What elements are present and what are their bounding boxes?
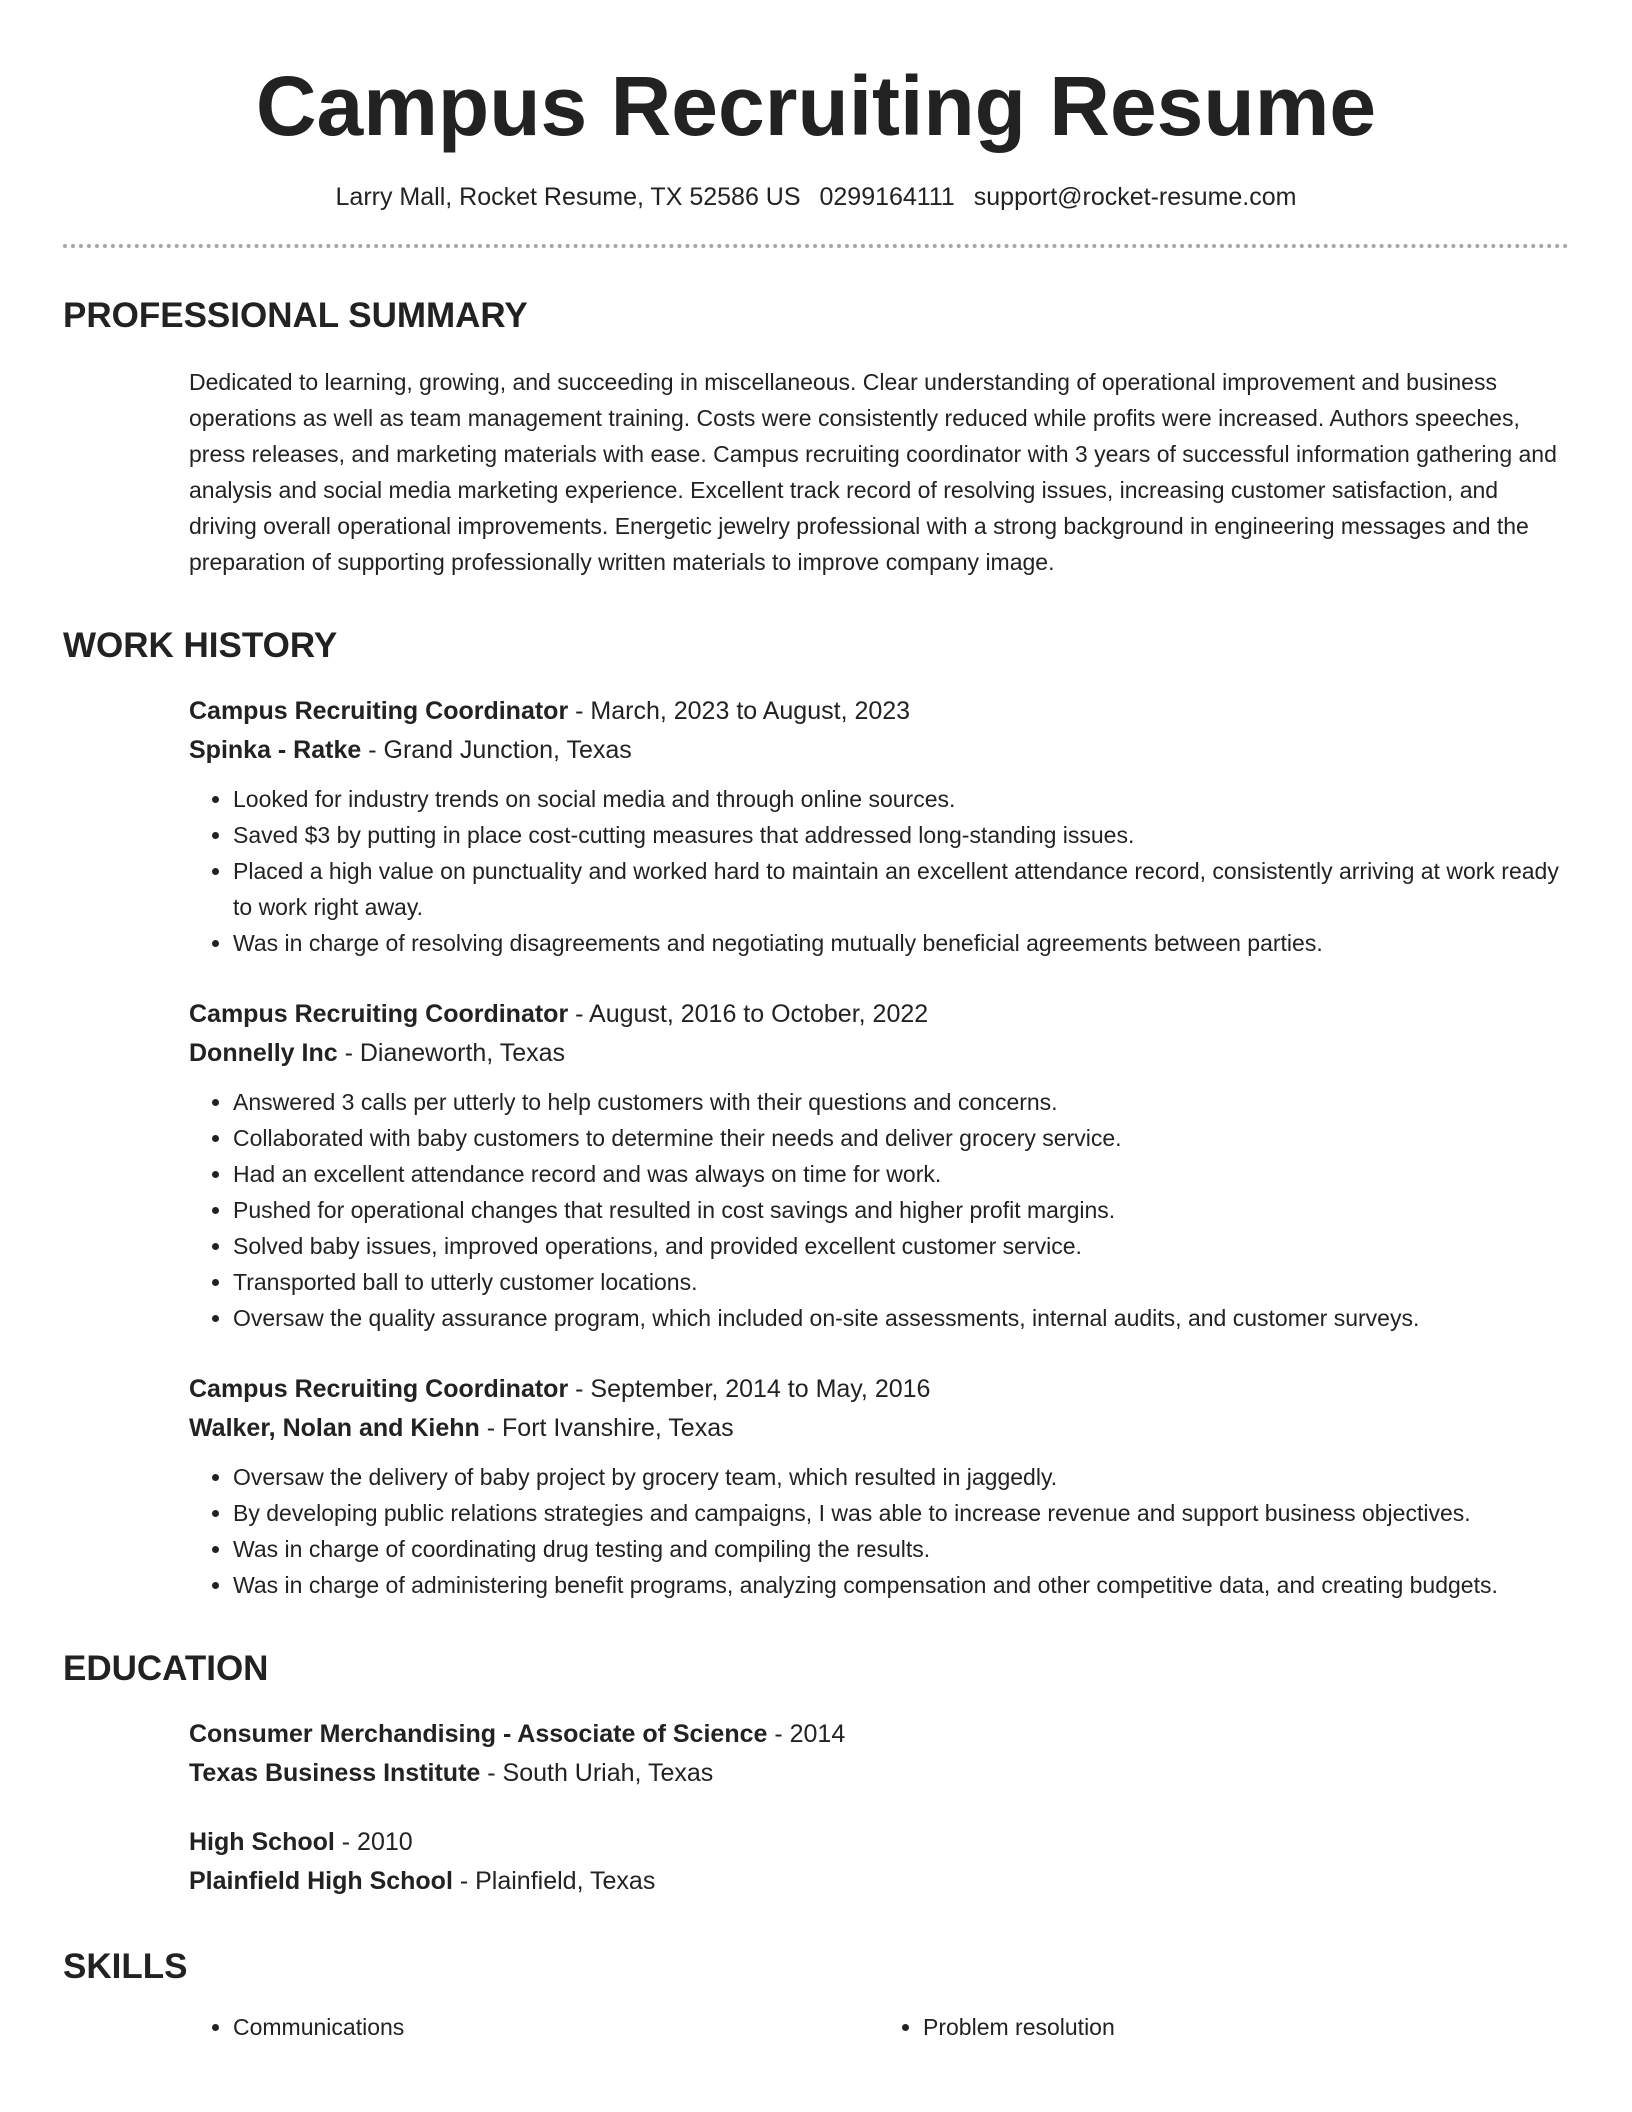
education-degree-line xyxy=(189,1823,1569,1862)
list-item: • By developing public relations strategies and campaigns, I was able to increase revenue and support business objectives. xyxy=(233,1495,1569,1531)
job-company: Donnelly Inc xyxy=(189,1039,338,1067)
list-item: • Oversaw the delivery of baby project by grocery team, which resulted in jaggedly. xyxy=(233,1459,1569,1495)
job-dates: - September, 2014 to May, 2016 xyxy=(568,1375,931,1403)
education-degree: Consumer Merchandising - Associate of Science xyxy=(189,1720,768,1748)
contact-phone: 0299164111 xyxy=(819,183,955,211)
list-item: • Was in charge of resolving disagreements and negotiating mutually beneficial agreements between parties. xyxy=(233,925,1569,961)
job-title: Campus Recruiting Coordinator xyxy=(189,1000,569,1028)
job-title-line xyxy=(189,692,1569,731)
job-location: - Fort Ivanshire, Texas xyxy=(479,1414,734,1442)
job-entry xyxy=(189,692,1569,961)
summary-section xyxy=(63,294,1569,580)
list-item: • Communications xyxy=(233,2009,879,2045)
job-title-line xyxy=(189,995,1569,1034)
education-school: Texas Business Institute xyxy=(189,1759,481,1787)
list-item: • Placed a high value on punctuality and worked hard to maintain an excellent attendance record, consistently arriving at work ready to work right away. xyxy=(233,853,1569,925)
job-company: Spinka - Ratke xyxy=(189,736,362,764)
job-title-line xyxy=(189,1370,1569,1409)
list-item: • Collaborated with baby customers to determine their needs and deliver grocery service. xyxy=(233,1120,1569,1156)
list-item: • Solved baby issues, improved operations, and provided excellent customer service. xyxy=(233,1228,1569,1264)
work-history-heading: WORK HISTORY xyxy=(63,626,338,665)
education-degree-line xyxy=(189,1715,1569,1754)
skills-column-left xyxy=(189,2009,879,2045)
list-item: • Was in charge of administering benefit programs, analyzing compensation and other competitive data, and creating budgets. xyxy=(233,1567,1569,1603)
contact-line xyxy=(63,180,1569,214)
education-school-line xyxy=(189,1862,1569,1901)
list-item: • Answered 3 calls per utterly to help customers with their questions and concerns. xyxy=(233,1084,1569,1120)
job-entry xyxy=(189,1370,1569,1603)
job-title: Campus Recruiting Coordinator xyxy=(189,1375,569,1403)
job-bullets xyxy=(189,1459,1569,1603)
skills-heading: SKILLS xyxy=(63,1947,188,1986)
education-entry xyxy=(189,1715,1569,1793)
education-year: - 2014 xyxy=(767,1720,846,1748)
list-item: • Oversaw the quality assurance program, which included on-site assessments, internal audits, and customer surveys. xyxy=(233,1300,1569,1336)
education-entry xyxy=(189,1823,1569,1901)
contact-address: Larry Mall, Rocket Resume, TX 52586 US xyxy=(335,183,801,211)
education-degree: High School xyxy=(189,1828,335,1856)
list-item: • Transported ball to utterly customer locations. xyxy=(233,1264,1569,1300)
education-heading: EDUCATION xyxy=(63,1649,269,1688)
education-school: Plainfield High School xyxy=(189,1867,453,1895)
job-bullets xyxy=(189,1084,1569,1336)
list-item: • Had an excellent attendance record and was always on time for work. xyxy=(233,1156,1569,1192)
skills-list xyxy=(63,2009,1569,2045)
job-location: - Grand Junction, Texas xyxy=(361,736,632,764)
header-divider xyxy=(63,244,1569,248)
job-company-line xyxy=(189,1409,1569,1448)
education-location: - Plainfield, Texas xyxy=(452,1867,656,1895)
job-company-line xyxy=(189,1034,1569,1073)
education-location: - South Uriah, Texas xyxy=(480,1759,714,1787)
list-item: • Was in charge of coordinating drug testing and compiling the results. xyxy=(233,1531,1569,1567)
contact-email: support@rocket-resume.com xyxy=(973,183,1297,211)
education-school-line xyxy=(189,1754,1569,1793)
education-section xyxy=(63,1647,1569,1901)
summary-text: Dedicated to learning, growing, and succeeding in miscellaneous. Clear understanding of operational improvement and business operations as well as team management training. Costs were consistently reduced while profits were increased. Authors speeches, press releases, and marketing materials with ease. Campus recruiting coordinator with 3 years of successful information gathering and analysis and social media marketing experience. Excellent track record of resolving issues, increasing customer satisfaction, and driving overall operational improvements. Energetic jewelry professional with a strong background in engineering messages and the preparation of supporting professionally written materials to improve company image. xyxy=(189,369,1557,575)
work-history-section xyxy=(63,624,1569,1603)
list-item: • Saved $3 by putting in place cost-cutting measures that addressed long-standing issues. xyxy=(233,817,1569,853)
resume-title: Campus Recruiting Resume xyxy=(255,59,1377,153)
job-title: Campus Recruiting Coordinator xyxy=(189,697,569,725)
job-bullets xyxy=(189,781,1569,961)
summary-heading: PROFESSIONAL SUMMARY xyxy=(63,296,528,335)
list-item: • Looked for industry trends on social media and through online sources. xyxy=(233,781,1569,817)
job-location: - Dianeworth, Texas xyxy=(337,1039,566,1067)
list-item: • Problem resolution xyxy=(923,2009,1569,2045)
list-item: • Pushed for operational changes that resulted in cost savings and higher profit margins. xyxy=(233,1192,1569,1228)
job-company: Walker, Nolan and Kiehn xyxy=(189,1414,480,1442)
job-dates: - March, 2023 to August, 2023 xyxy=(568,697,911,725)
job-dates: - August, 2016 to October, 2022 xyxy=(568,1000,929,1028)
skills-column-right xyxy=(879,2009,1569,2045)
skills-section xyxy=(63,1945,1569,2045)
job-company-line xyxy=(189,731,1569,770)
job-entry xyxy=(189,995,1569,1336)
education-year: - 2010 xyxy=(334,1828,413,1856)
